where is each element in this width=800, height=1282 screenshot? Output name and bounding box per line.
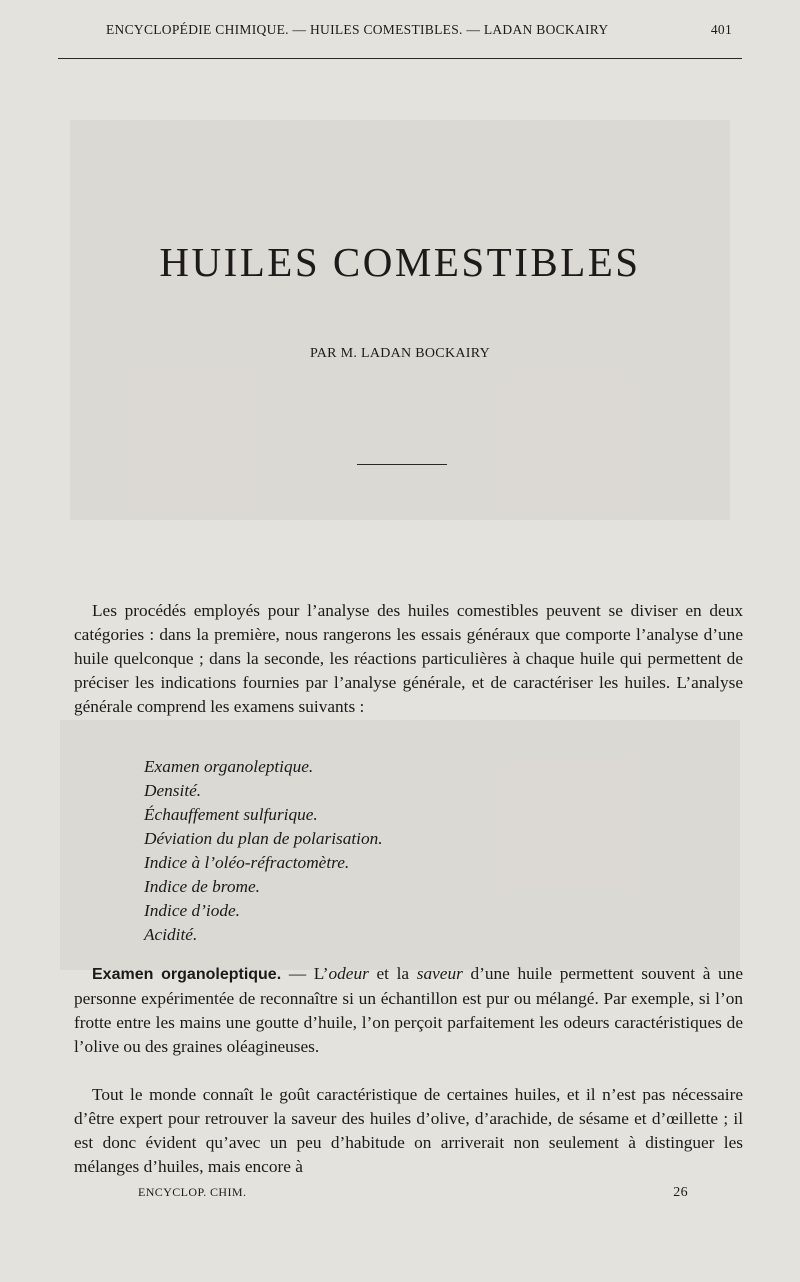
- list-item: Indice de brome.: [144, 877, 260, 896]
- page-footer: [138, 1185, 688, 1200]
- list-item: Densité.: [144, 781, 202, 800]
- list-item: Examen organoleptique.: [144, 757, 314, 776]
- intro-paragraph: Les procédés employés pour l’analyse des huiles comestibles peuvent se diviser en deux catégories : dans la première, nous rangerons les essais généraux que comporte l’analyse d’une huile quelconque ; dans la seconde, les réactions particulières à chaque huile qui permettent de préciser les indications fournies par l’analyse générale, et de caractériser les huiles. L’analyse générale comprend les examens suivants :: [74, 601, 743, 716]
- header-rule: [58, 58, 742, 59]
- page-number: 401: [710, 22, 732, 37]
- saveur-paragraph: Tout le monde connaît le goût caractéristique de certaines huiles, et il n’est pas nécessaire d’être expert pour retrouver la saveur des huiles d’olive, d’arachide, de sésame et d’œillette ; il est donc évident qu’avec un peu d’habitude on arriverait non seulement à distinguer les mélanges d’huiles, mais encore à: [74, 1085, 743, 1176]
- emphasis-odeur: odeur: [328, 964, 369, 983]
- bleed-through-shadow: [70, 120, 730, 520]
- exam-list: [144, 755, 383, 947]
- list-item: Indice d’iode.: [144, 901, 240, 920]
- text-run: d’une huile permettent souvent à une personne expérimentée de reconnaître si un échantillon est pur ou mélangé. Par exemple, si l’on frotte entre les mains une goutte d’huile, l’on perçoit parfaitement les odeurs caractéristiques de l’olive ou des graines oléagineuses.: [74, 964, 743, 1056]
- list-item: Échauffement sulfurique.: [144, 805, 318, 824]
- list-item: Indice à l’oléo-réfractomètre.: [144, 853, 350, 872]
- signature-number: 26: [673, 1185, 688, 1200]
- list-item: Acidité.: [144, 925, 198, 944]
- text-run: L’: [313, 964, 329, 983]
- section-lead: Examen organoleptique.: [92, 966, 282, 983]
- organoleptique-paragraph: [74, 962, 743, 1059]
- text-run: —: [281, 964, 314, 983]
- separator-rule: [357, 464, 447, 465]
- text-run: et la: [368, 964, 417, 983]
- running-header-title: ENCYCLOPÉDIE CHIMIQUE. — HUILES COMESTIBLES. — LADAN BOCKAIRY: [106, 22, 609, 37]
- article-title: HUILES COMESTIBLES: [159, 239, 641, 285]
- emphasis-saveur: saveur: [416, 964, 463, 983]
- article-author: PAR M. LADAN BOCKAIRY: [309, 346, 491, 361]
- footer-signature: ENCYCLOP. CHIM.: [138, 1185, 247, 1199]
- list-item: Déviation du plan de polarisation.: [144, 829, 383, 848]
